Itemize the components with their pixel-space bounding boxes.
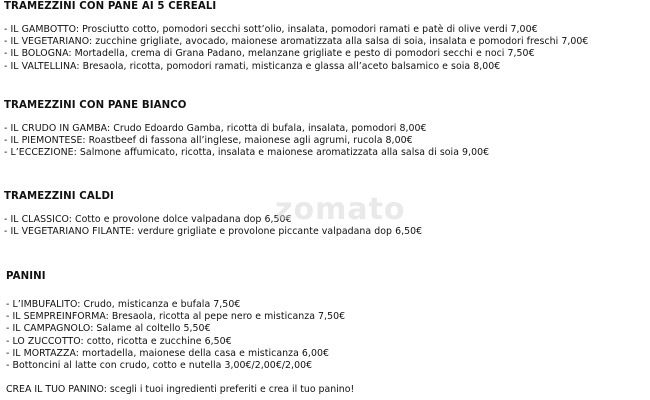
menu-item: - IL VEGETARIANO FILANTE: verdure grigliate e provolone piccante valpadana dop 6,50€ [4, 226, 423, 238]
menu-item: - IL BOLOGNA: Mortadella, crema di Grana Padano, melanzane grigliate e pesto di pomodori secchi e noci 7,50€ [4, 48, 535, 60]
section-cereali [4, 0, 588, 73]
item-list [4, 24, 588, 73]
menu-item: - IL VALTELLINA: Bresaola, ricotta, pomodori ramati, misticanza e glassa all’aceto balsamico e soia 8,00€ [4, 60, 501, 72]
menu-item: - IL MORTAZZA: mortadella, maionese della casa e misticanza 6,00€ [6, 347, 329, 359]
menu-item: - IL CRUDO IN GAMBA: Crudo Edoardo Gamba, ricotta di bufala, insalata, pomodori 8,00€ [4, 123, 427, 134]
menu-item: - IL PIEMONTESE: Roastbeef di fassona all’inglese, maionese agli agrumi, rucola 8,00€ [4, 135, 413, 147]
menu-item: - L’IMBUFALITO: Crudo, misticanza e bufala 7,50€ [6, 299, 241, 310]
menu-item: - L’ECCEZIONE: Salmone affumicato, ricotta, insalata e maionese aromatizzata alla salsa di soia 9,00€ [4, 147, 490, 159]
item-list [6, 299, 345, 372]
item-list [4, 123, 489, 160]
section-panini [6, 270, 345, 372]
item-list [4, 214, 422, 238]
menu-item: - IL GAMBOTTO: Prosciutto cotto, pomodori secchi sott’olio, insalata, pomodori ramati e patè di olive verdi 7,00€ [4, 24, 538, 35]
section-caldi [4, 190, 422, 238]
menu-item: - IL SEMPREINFORMA: Bresaola, ricotta al pepe nero e misticanza 7,50€ [6, 311, 346, 323]
section-title: TRAMEZZINI CON PANE AI 5 CEREALI [4, 1, 217, 12]
section-title: PANINI [6, 271, 46, 282]
menu-item: - IL VEGETARIANO: zucchine grigliate, avocado, maionese aromatizzata alla salsa di soia, insalata e pomodori freschi 7,00€ [4, 36, 589, 48]
menu-item: - IL CAMPAGNOLO: Salame al coltello 5,50€ [6, 323, 211, 335]
menu-item: - LO ZUCCOTTO: cotto, ricotta e zucchine 6,50€ [6, 335, 232, 347]
closing-note: CREA IL TUO PANINO: scegli i tuoi ingredienti preferiti e crea il tuo panino! [6, 384, 355, 395]
section-title: TRAMEZZINI CON PANE BIANCO [4, 100, 187, 111]
section-title: TRAMEZZINI CALDI [4, 191, 114, 202]
menu-item: - Bottoncini al latte con crudo, cotto e nutella 3,00€/2,00€/2,00€ [6, 360, 313, 372]
watermark-logo: zomato [275, 192, 406, 227]
menu-item: - IL CLASSICO: Cotto e provolone dolce valpadana dop 6,50€ [4, 214, 292, 225]
section-pane-bianco [4, 99, 489, 160]
